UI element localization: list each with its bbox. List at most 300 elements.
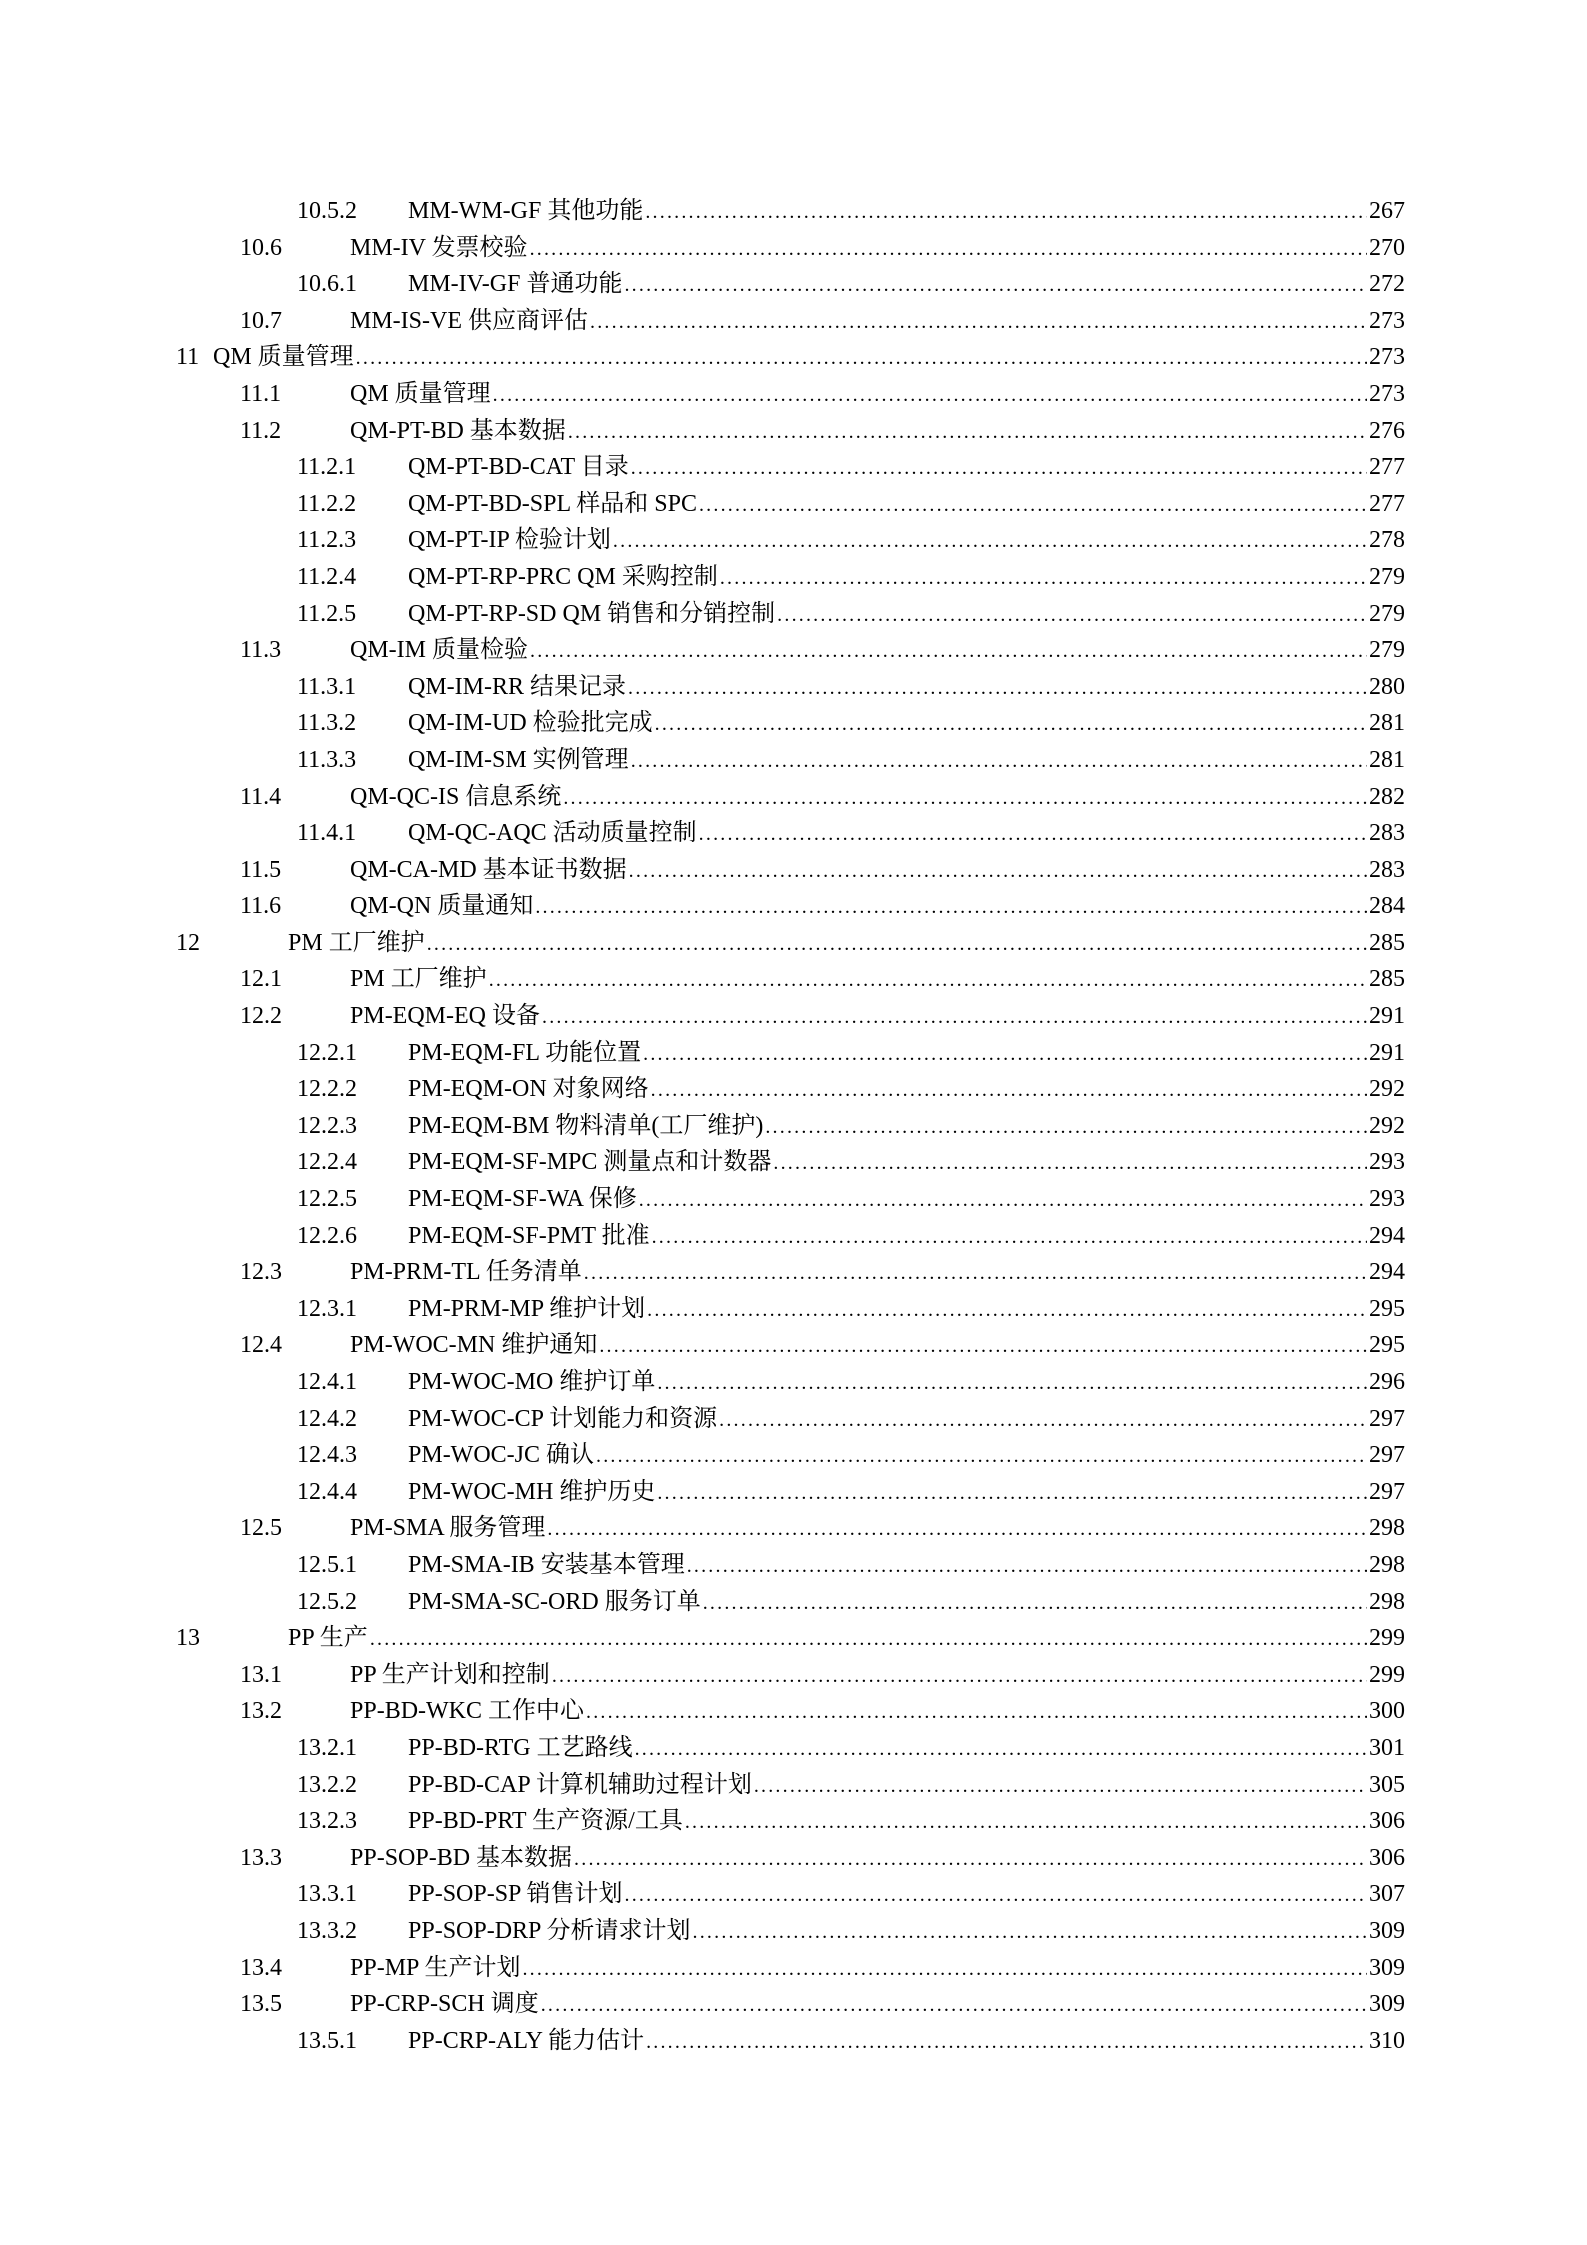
toc-entry[interactable] [0, 888, 1587, 925]
toc-entry[interactable] [0, 596, 1587, 633]
toc-entry-title: PM-SMA-IB 安装基本管理 [408, 1547, 687, 1584]
toc-entry-number: 12.4 [240, 1332, 282, 1359]
toc-entry-line [408, 449, 1405, 487]
toc-entry-number: 13.2.3 [297, 1808, 357, 1835]
toc-entry-page: 294 [1369, 1259, 1405, 1286]
toc-entry-page: 283 [1369, 856, 1405, 883]
toc-entry[interactable] [0, 486, 1587, 523]
toc-entry-title: PM-WOC-JC 确认 [408, 1437, 596, 1474]
dot-leader [754, 1768, 1367, 1805]
toc-entry-title: PP-BD-WKC 工作中心 [350, 1693, 586, 1730]
toc-entry-page: 292 [1369, 1076, 1405, 1103]
toc-entry-line [408, 486, 1405, 524]
dot-leader [631, 450, 1367, 487]
toc-entry[interactable] [0, 1950, 1587, 1987]
dot-leader [563, 780, 1367, 817]
dot-leader [719, 1402, 1367, 1439]
toc-entry-number: 11.2 [240, 417, 282, 444]
toc-entry-page: 305 [1369, 1771, 1405, 1798]
toc-entry-number: 12.2.2 [297, 1076, 357, 1103]
dot-leader [370, 1621, 1367, 1658]
toc-entry-number: 12.2.5 [297, 1186, 357, 1213]
toc-entry-page: 299 [1369, 1625, 1405, 1652]
toc-entry[interactable] [0, 230, 1587, 267]
toc-entry-line [408, 1181, 1405, 1219]
dot-leader [645, 194, 1367, 231]
toc-entry-number: 11.3 [240, 637, 282, 664]
toc-entry-number: 13.2.2 [297, 1771, 357, 1798]
toc-entry-line [408, 1730, 1405, 1768]
dot-leader [493, 377, 1367, 414]
toc-entry[interactable] [0, 1657, 1587, 1694]
toc-entry-title: PP-MP 生产计划 [350, 1950, 522, 1987]
dot-leader [685, 1804, 1367, 1841]
toc-entry-number: 13.2.1 [297, 1734, 357, 1761]
toc-entry-page: 270 [1369, 234, 1405, 261]
table-of-contents [0, 193, 1587, 2059]
toc-entry-line [350, 230, 1405, 268]
toc-entry-title: QM-PT-BD-CAT 目录 [408, 449, 631, 486]
toc-entry-number: 11.4.1 [297, 820, 357, 847]
toc-entry-number: 11.3.3 [297, 746, 357, 773]
toc-entry[interactable] [0, 1364, 1587, 1401]
toc-entry-line [350, 779, 1405, 817]
toc-entry-line [350, 1254, 1405, 1292]
toc-entry-number: 13.5 [240, 1991, 282, 2018]
toc-entry-page: 279 [1369, 637, 1405, 664]
toc-entry-line [213, 339, 1405, 377]
toc-entry-line [408, 1584, 1405, 1622]
toc-entry-number: 12.3 [240, 1259, 282, 1286]
toc-entry[interactable] [0, 1913, 1587, 1950]
toc-entry-number: 13 [176, 1625, 200, 1652]
toc-entry-page: 298 [1369, 1551, 1405, 1578]
dot-leader [584, 1255, 1367, 1292]
toc-entry-page: 279 [1369, 600, 1405, 627]
toc-entry-line [408, 1108, 1405, 1146]
toc-entry-page: 273 [1369, 380, 1405, 407]
toc-entry-number: 12.4.1 [297, 1369, 357, 1395]
toc-entry-number: 12.5 [240, 1515, 282, 1542]
toc-entry-page: 281 [1369, 710, 1405, 737]
toc-entry-line [408, 1547, 1405, 1585]
toc-entry-number: 11.2.4 [297, 563, 357, 590]
toc-entry[interactable] [0, 1437, 1587, 1474]
toc-entry-title: PM-SMA-SC-ORD 服务订单 [408, 1584, 703, 1621]
toc-entry-number: 11.1 [240, 380, 282, 407]
toc-entry[interactable] [0, 1803, 1587, 1840]
dot-leader [552, 1658, 1367, 1695]
toc-entry-line [408, 1913, 1405, 1951]
toc-entry-number: 12.5.1 [297, 1551, 357, 1578]
toc-entry-title: QM-PT-RP-PRC QM 采购控制 [408, 559, 720, 596]
dot-leader [765, 1109, 1367, 1146]
toc-entry-title: PM-EQM-FL 功能位置 [408, 1035, 643, 1072]
toc-entry-line [408, 742, 1405, 780]
toc-entry-title: PM-WOC-MN 维护通知 [350, 1327, 599, 1364]
dot-leader [647, 1292, 1367, 1329]
dot-leader [530, 231, 1367, 268]
toc-entry-number: 12.5.2 [297, 1588, 357, 1615]
toc-entry-number: 11.6 [240, 893, 282, 920]
dot-leader [651, 1072, 1367, 1109]
dot-leader [427, 926, 1367, 963]
dot-leader [693, 1914, 1367, 1951]
toc-entry[interactable] [0, 1291, 1587, 1328]
toc-entry-line [408, 1291, 1405, 1329]
toc-entry-line [408, 1144, 1405, 1182]
dot-leader [646, 2024, 1367, 2061]
toc-entry-line [408, 596, 1405, 634]
toc-entry-title: PP-SOP-SP 销售计划 [408, 1876, 625, 1913]
toc-entry-number: 13.1 [240, 1661, 282, 1688]
toc-entry-page: 292 [1369, 1112, 1405, 1139]
toc-entry-line [350, 413, 1405, 451]
toc-entry-page: 291 [1369, 1003, 1405, 1030]
toc-entry-title: PP-BD-CAP 计算机辅助过程计划 [408, 1767, 754, 1804]
toc-entry-title: PP-CRP-SCH 调度 [350, 1986, 541, 2023]
toc-entry-page: 309 [1369, 1917, 1405, 1944]
toc-entry[interactable] [0, 266, 1587, 303]
toc-entry-title: QM-PT-BD 基本数据 [350, 413, 568, 450]
dot-leader [657, 1475, 1367, 1512]
toc-entry-page: 310 [1369, 2027, 1405, 2054]
toc-entry[interactable] [0, 1474, 1587, 1511]
dot-leader [542, 999, 1367, 1036]
dot-leader [535, 889, 1367, 926]
toc-entry[interactable] [0, 1218, 1587, 1255]
toc-entry-line [288, 925, 1405, 963]
toc-entry-number: 10.6.1 [297, 271, 357, 298]
toc-entry-page: 309 [1369, 1954, 1405, 1981]
toc-entry[interactable] [0, 1510, 1587, 1547]
toc-entry-page: 299 [1369, 1661, 1405, 1688]
toc-entry-title: PM-PRM-MP 维护计划 [408, 1291, 647, 1328]
dot-leader [643, 1036, 1367, 1073]
toc-entry-title: PP 生产计划和控制 [350, 1657, 552, 1694]
toc-entry[interactable] [0, 1876, 1587, 1913]
toc-entry[interactable] [0, 1327, 1587, 1364]
toc-entry-page: 273 [1369, 344, 1405, 371]
toc-entry-title: PM-WOC-MO 维护订单 [408, 1364, 657, 1401]
toc-entry-page: 298 [1369, 1588, 1405, 1615]
toc-entry-page: 293 [1369, 1186, 1405, 1213]
toc-entry-page: 297 [1369, 1478, 1405, 1505]
toc-entry-line [350, 998, 1405, 1036]
toc-entry-title: QM-IM-SM 实例管理 [408, 742, 631, 779]
toc-entry-page: 279 [1369, 563, 1405, 590]
toc-entry-title: QM-CA-MD 基本证书数据 [350, 852, 629, 889]
toc-entry-title: PM 工厂维护 [288, 925, 427, 962]
toc-entry[interactable] [0, 1401, 1587, 1438]
toc-entry-line [408, 1035, 1405, 1073]
toc-entry-page: 297 [1369, 1442, 1405, 1469]
toc-entry-line [350, 852, 1405, 890]
toc-entry-line [408, 1437, 1405, 1475]
toc-entry[interactable] [0, 779, 1587, 816]
toc-entry-page: 295 [1369, 1295, 1405, 1322]
toc-entry-page: 293 [1369, 1149, 1405, 1176]
toc-entry[interactable] [0, 559, 1587, 596]
dot-leader [629, 853, 1367, 890]
toc-entry-title: QM-IM-RR 结果记录 [408, 669, 628, 706]
toc-entry-page: 306 [1369, 1808, 1405, 1835]
toc-entry-line [408, 705, 1405, 743]
toc-entry[interactable] [0, 1035, 1587, 1072]
toc-entry-number: 11.2.5 [297, 600, 357, 627]
toc-entry-page: 285 [1369, 966, 1405, 993]
dot-leader [703, 1585, 1367, 1622]
dot-leader [657, 1365, 1367, 1402]
toc-entry[interactable] [0, 1584, 1587, 1621]
toc-entry-number: 11.5 [240, 856, 282, 883]
toc-entry[interactable] [0, 1620, 1587, 1657]
toc-entry-line [408, 1803, 1405, 1841]
toc-entry-line [350, 888, 1405, 926]
toc-entry-page: 283 [1369, 820, 1405, 847]
toc-entry[interactable] [0, 705, 1587, 742]
toc-entry-title: QM-PT-BD-SPL 样品和 SPC [408, 486, 699, 523]
toc-entry-line [350, 1693, 1405, 1731]
toc-entry[interactable] [0, 1144, 1587, 1181]
toc-entry[interactable] [0, 632, 1587, 669]
toc-entry-line [350, 1510, 1405, 1548]
toc-entry-page: 277 [1369, 454, 1405, 481]
toc-entry-line [350, 632, 1405, 670]
toc-entry-number: 12.2.4 [297, 1149, 357, 1176]
toc-entry-page: 277 [1369, 490, 1405, 517]
toc-entry[interactable] [0, 1108, 1587, 1145]
dot-leader [489, 962, 1367, 999]
toc-entry[interactable] [0, 376, 1587, 413]
toc-entry-number: 12.2 [240, 1003, 282, 1030]
dot-leader [547, 1511, 1367, 1548]
toc-entry-number: 11.3.1 [297, 673, 357, 700]
toc-entry-title: PP-CRP-ALY 能力估计 [408, 2023, 646, 2060]
toc-entry-line [408, 266, 1405, 304]
toc-entry-page: 294 [1369, 1222, 1405, 1249]
toc-entry-number: 11.4 [240, 783, 282, 810]
toc-entry-title: PM-EQM-ON 对象网络 [408, 1071, 651, 1108]
toc-entry-line [408, 1071, 1405, 1109]
toc-entry[interactable] [0, 303, 1587, 340]
toc-entry-title: PM-EQM-SF-PMT 批准 [408, 1218, 652, 1255]
toc-entry-page: 291 [1369, 1039, 1405, 1066]
toc-entry[interactable] [0, 1547, 1587, 1584]
toc-entry-page: 282 [1369, 783, 1405, 810]
toc-entry-page: 300 [1369, 1698, 1405, 1725]
toc-entry-title: MM-IV-GF 普通功能 [408, 266, 624, 303]
toc-entry-number: 11.3.2 [297, 710, 357, 737]
toc-entry-line [288, 1620, 1405, 1658]
toc-entry[interactable] [0, 925, 1587, 962]
toc-entry[interactable] [0, 1254, 1587, 1291]
toc-entry-number: 12 [176, 929, 200, 956]
toc-entry-title: MM-IS-VE 供应商评估 [350, 303, 590, 340]
toc-entry-page: 307 [1369, 1881, 1405, 1908]
toc-entry-title: PM-WOC-CP 计划能力和资源 [408, 1401, 719, 1438]
dot-leader [599, 1328, 1367, 1365]
toc-entry-number: 13.3 [240, 1844, 282, 1871]
toc-entry[interactable] [0, 2023, 1587, 2060]
dot-leader [687, 1548, 1367, 1585]
toc-entry[interactable] [0, 669, 1587, 706]
toc-entry-title: PP-BD-RTG 工艺路线 [408, 1730, 635, 1767]
dot-leader [356, 340, 1367, 377]
toc-entry-number: 13.5.1 [297, 2027, 357, 2054]
toc-entry-number: 11.2.2 [297, 490, 357, 517]
toc-entry-title: PM-EQM-BM 物料清单(工厂维护) [408, 1108, 765, 1145]
toc-entry-title: QM-IM 质量检验 [350, 632, 530, 669]
toc-entry-number: 13.4 [240, 1954, 282, 1981]
toc-entry-number: 11.2.3 [297, 527, 357, 554]
toc-entry-page: 297 [1369, 1405, 1405, 1432]
toc-entry[interactable] [0, 413, 1587, 450]
toc-entry-title: QM-QC-IS 信息系统 [350, 779, 563, 816]
toc-entry-line [350, 1950, 1405, 1988]
dot-leader [720, 560, 1367, 597]
toc-entry-line [350, 376, 1405, 414]
toc-entry-title: QM-IM-UD 检验批完成 [408, 705, 655, 742]
dot-leader [613, 523, 1367, 560]
dot-leader [639, 1182, 1367, 1219]
dot-leader [541, 1987, 1367, 2024]
toc-entry-title: PP-SOP-BD 基本数据 [350, 1840, 574, 1877]
toc-entry-page: 272 [1369, 271, 1405, 298]
toc-entry-number: 10.7 [240, 307, 282, 334]
toc-entry[interactable] [0, 1693, 1587, 1730]
dot-leader [522, 1951, 1367, 1988]
toc-entry-number: 12.4.3 [297, 1442, 357, 1469]
toc-entry-title: MM-IV 发票校验 [350, 230, 530, 267]
toc-entry-page: 296 [1369, 1369, 1405, 1395]
toc-entry-title: PM 工厂维护 [350, 961, 489, 998]
toc-entry[interactable] [0, 193, 1587, 230]
toc-entry-number: 12.4.4 [297, 1478, 357, 1505]
dot-leader [574, 1841, 1367, 1878]
toc-entry-number: 12.2.1 [297, 1039, 357, 1066]
toc-entry-page: 280 [1369, 673, 1405, 700]
toc-entry-line [408, 1767, 1405, 1805]
toc-entry[interactable] [0, 742, 1587, 779]
toc-entry-number: 11 [176, 344, 200, 371]
toc-entry-page: 284 [1369, 893, 1405, 920]
toc-entry[interactable] [0, 522, 1587, 559]
toc-entry[interactable] [0, 1181, 1587, 1218]
toc-entry[interactable] [0, 1071, 1587, 1108]
dot-leader [631, 743, 1367, 780]
toc-entry[interactable] [0, 339, 1587, 376]
toc-entry-number: 12.3.1 [297, 1295, 357, 1322]
toc-entry-title: QM-QN 质量通知 [350, 888, 535, 925]
dot-leader [586, 1694, 1367, 1731]
toc-entry-number: 11.2.1 [297, 454, 357, 481]
dot-leader [530, 633, 1367, 670]
toc-entry[interactable] [0, 449, 1587, 486]
toc-entry-page: 276 [1369, 417, 1405, 444]
toc-entry-line [350, 303, 1405, 341]
dot-leader [625, 1877, 1367, 1914]
toc-entry-title: QM 质量管理 [350, 376, 493, 413]
dot-leader [655, 706, 1367, 743]
toc-entry[interactable] [0, 815, 1587, 852]
toc-entry-line [408, 815, 1405, 853]
dot-leader [628, 670, 1367, 707]
toc-entry-line [408, 2023, 1405, 2061]
toc-entry-line [408, 1876, 1405, 1914]
toc-entry-page: 306 [1369, 1844, 1405, 1871]
toc-entry-line [350, 1840, 1405, 1878]
toc-entry-number: 12.4.2 [297, 1405, 357, 1432]
dot-leader [699, 487, 1367, 524]
toc-entry-title: QM 质量管理 [213, 339, 356, 376]
toc-entry-page: 267 [1369, 198, 1405, 224]
toc-entry-line [408, 193, 1405, 231]
toc-entry-title: QM-QC-AQC 活动质量控制 [408, 815, 699, 852]
dot-leader [624, 267, 1367, 304]
dot-leader [773, 1145, 1367, 1182]
toc-entry-title: PP-SOP-DRP 分析请求计划 [408, 1913, 693, 1950]
toc-entry-page: 309 [1369, 1991, 1405, 2018]
toc-entry-number: 13.3.1 [297, 1881, 357, 1908]
toc-entry[interactable] [0, 998, 1587, 1035]
dot-leader [652, 1219, 1367, 1256]
toc-entry-line [408, 1401, 1405, 1439]
toc-entry-line [408, 1474, 1405, 1512]
toc-entry-title: PM-EQM-SF-WA 保修 [408, 1181, 639, 1218]
toc-entry-title: QM-PT-RP-SD QM 销售和分销控制 [408, 596, 777, 633]
toc-entry-number: 12.2.6 [297, 1222, 357, 1249]
toc-entry-line [408, 559, 1405, 597]
toc-entry-page: 285 [1369, 929, 1405, 956]
toc-entry-page: 273 [1369, 307, 1405, 334]
toc-entry[interactable] [0, 961, 1587, 998]
toc-entry-number: 12.1 [240, 966, 282, 993]
toc-entry-number: 10.5.2 [297, 198, 357, 224]
dot-leader [596, 1438, 1367, 1475]
dot-leader [777, 597, 1367, 634]
toc-entry-page: 295 [1369, 1332, 1405, 1359]
toc-entry[interactable] [0, 1767, 1587, 1804]
toc-entry-line [408, 522, 1405, 560]
toc-entry-line [350, 1327, 1405, 1365]
toc-entry-title: PM-EQM-SF-MPC 测量点和计数器 [408, 1144, 773, 1181]
toc-entry-title: PP-BD-PRT 生产资源/工具 [408, 1803, 685, 1840]
toc-entry-number: 13.2 [240, 1698, 282, 1725]
toc-entry-line [408, 1364, 1405, 1402]
toc-entry-line [408, 669, 1405, 707]
toc-entry-line [350, 1986, 1405, 2024]
toc-entry-number: 10.6 [240, 234, 282, 261]
toc-entry-line [350, 1657, 1405, 1695]
toc-entry-number: 12.2.3 [297, 1112, 357, 1139]
toc-entry[interactable] [0, 1840, 1587, 1877]
toc-entry-line [350, 961, 1405, 999]
toc-entry[interactable] [0, 1730, 1587, 1767]
dot-leader [590, 304, 1367, 341]
toc-entry-number: 13.3.2 [297, 1917, 357, 1944]
toc-entry-page: 301 [1369, 1734, 1405, 1761]
toc-entry-page: 281 [1369, 746, 1405, 773]
toc-entry[interactable] [0, 1986, 1587, 2023]
toc-entry-title: MM-WM-GF 其他功能 [408, 193, 645, 230]
toc-entry-title: PM-WOC-MH 维护历史 [408, 1474, 657, 1511]
dot-leader [699, 816, 1367, 853]
toc-entry-title: PP 生产 [288, 1620, 370, 1657]
toc-entry-page: 278 [1369, 527, 1405, 554]
toc-entry[interactable] [0, 852, 1587, 889]
toc-entry-page: 298 [1369, 1515, 1405, 1542]
